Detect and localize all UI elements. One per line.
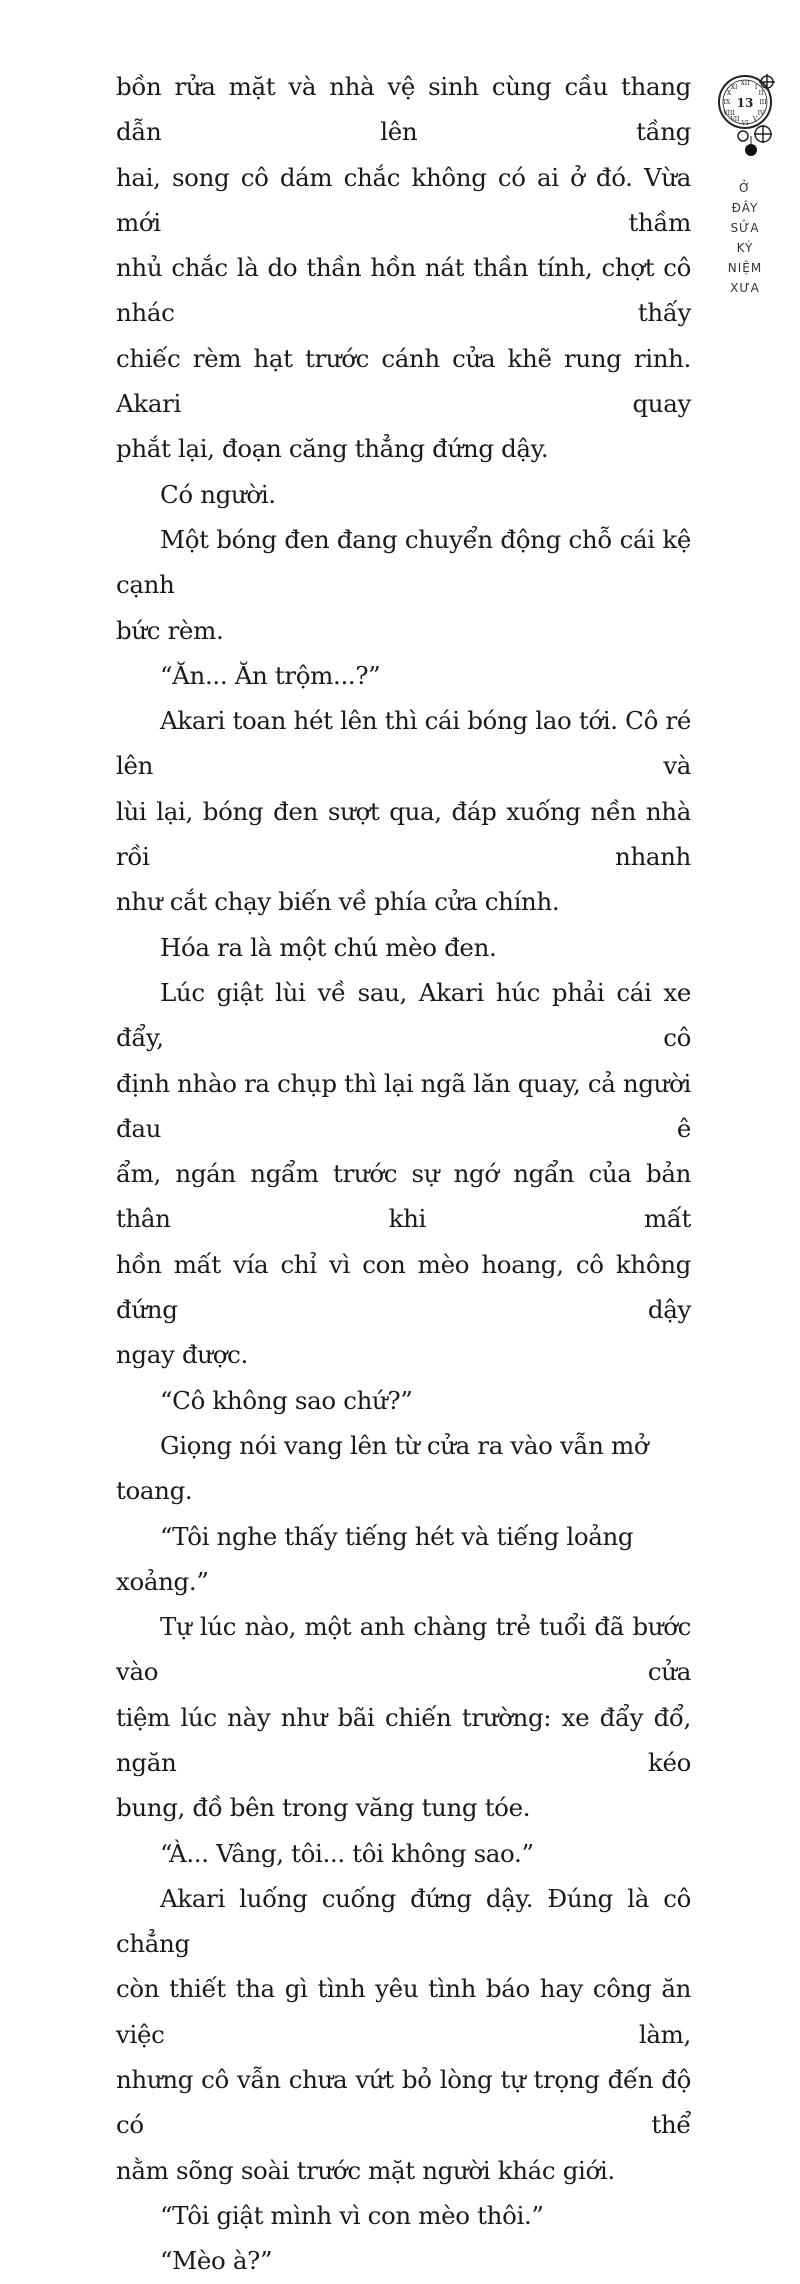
page-body-text (116, 64, 691, 2284)
text-line: “Tôi nghe thấy tiếng hét và tiếng loảng xoảng.” (116, 1521, 634, 1596)
text-line: bồn rửa mặt và nhà vệ sinh cùng cầu thang dẫn lên tầng (116, 72, 691, 147)
title-word: KÝ (736, 241, 754, 255)
text-line: như cắt chạy biến về phía cửa chính. (116, 887, 560, 917)
svg-text:VIII: VIII (723, 110, 735, 117)
text-line: ngay được. (116, 1340, 248, 1370)
clock-gears-icon (713, 70, 777, 166)
title-word: ĐÂY (731, 201, 759, 215)
title-word: Ở (739, 181, 751, 195)
svg-text:III: III (759, 99, 767, 106)
book-title-vertical (710, 178, 780, 298)
running-header (710, 70, 780, 298)
text-line: nhưng cô vẫn chưa vứt bỏ lòng tự trọng đến độ có thể (116, 2065, 691, 2140)
text-line: hồn mất vía chỉ vì con mèo hoang, cô không đứng dậy (116, 1249, 691, 1325)
text-line: phắt lại, đoạn căng thẳng đứng dậy. (116, 434, 549, 464)
text-line: chiếc rèm hạt trước cánh cửa khẽ rung rinh. Akari quay (116, 343, 691, 419)
text-line: Akari luống cuống đứng dậy. Đúng là cô chẳng (116, 1883, 691, 1959)
text-line: còn thiết tha gì tình yêu tình báo hay công ăn việc làm, (116, 1974, 691, 2049)
text-line: Lúc giật lùi về sau, Akari húc phải cái xe đẩy, cô (116, 977, 691, 1053)
text-line: Có người. (160, 479, 276, 509)
text-line: Giọng nói vang lên từ cửa ra vào vẫn mở toang. (116, 1430, 649, 1506)
svg-text:XI: XI (730, 84, 738, 91)
title-word: XƯA (730, 281, 760, 295)
text-line: Akari toan hét lên thì cái bóng lao tới. Cô ré lên và (116, 706, 691, 781)
text-line: Hóa ra là một chú mèo đen. (160, 932, 497, 962)
text-line: lùi lại, bóng đen sượt qua, đáp xuống nền nhà rồi nhanh (116, 796, 691, 872)
svg-text:IX: IX (723, 99, 731, 106)
svg-text:VI: VI (741, 120, 749, 127)
text-line: nằm sõng soài trước mặt người khác giới. (116, 2155, 615, 2185)
text-line: tiệm lúc này như bãi chiến trường: xe đẩy đổ, ngăn kéo (116, 1702, 691, 1777)
text-line: “Ăn... Ăn trộm...?” (160, 660, 381, 690)
text-line: Tự lúc nào, một anh chàng trẻ tuổi đã bước vào cửa (116, 1612, 691, 1687)
page-number: 13 (736, 96, 754, 110)
text-line: hai, song cô dám chắc không có ai ở đó. Vừa mới thầm (116, 162, 691, 237)
text-line: ẩm, ngán ngẩm trước sự ngớ ngẩn của bản thân khi mất (116, 1159, 691, 1234)
svg-text:X: X (726, 90, 732, 97)
svg-text:VII: VII (730, 116, 740, 123)
svg-text:V: V (752, 116, 758, 123)
text-line: nhủ chắc là do thần hồn nát thần tính, chợt cô nhác thấy (116, 253, 691, 328)
text-line: “Mèo à?” (160, 2246, 273, 2276)
text-line: bung, đồ bên trong văng tung tóe. (116, 1793, 531, 1823)
text-line: định nhào ra chụp thì lại ngã lăn quay, cả người đau ê (116, 1068, 691, 1143)
title-word: SỬA (730, 221, 760, 235)
svg-text:I: I (754, 84, 758, 91)
clock-ornament (713, 70, 777, 166)
svg-text:II: II (758, 90, 764, 97)
text-line: “Cô không sao chứ?” (160, 1385, 413, 1415)
text-line: bức rèm. (116, 615, 224, 645)
text-line: “À... Vâng, tôi... tôi không sao.” (160, 1838, 534, 1868)
text-line: Một bóng đen đang chuyển động chỗ cái kệ cạnh (116, 524, 691, 600)
svg-text:IV: IV (757, 110, 765, 117)
text-line: “Tôi giật mình vì con mèo thôi.” (160, 2200, 544, 2230)
title-word: NIỆM (727, 261, 763, 275)
svg-text:XII: XII (740, 80, 750, 87)
